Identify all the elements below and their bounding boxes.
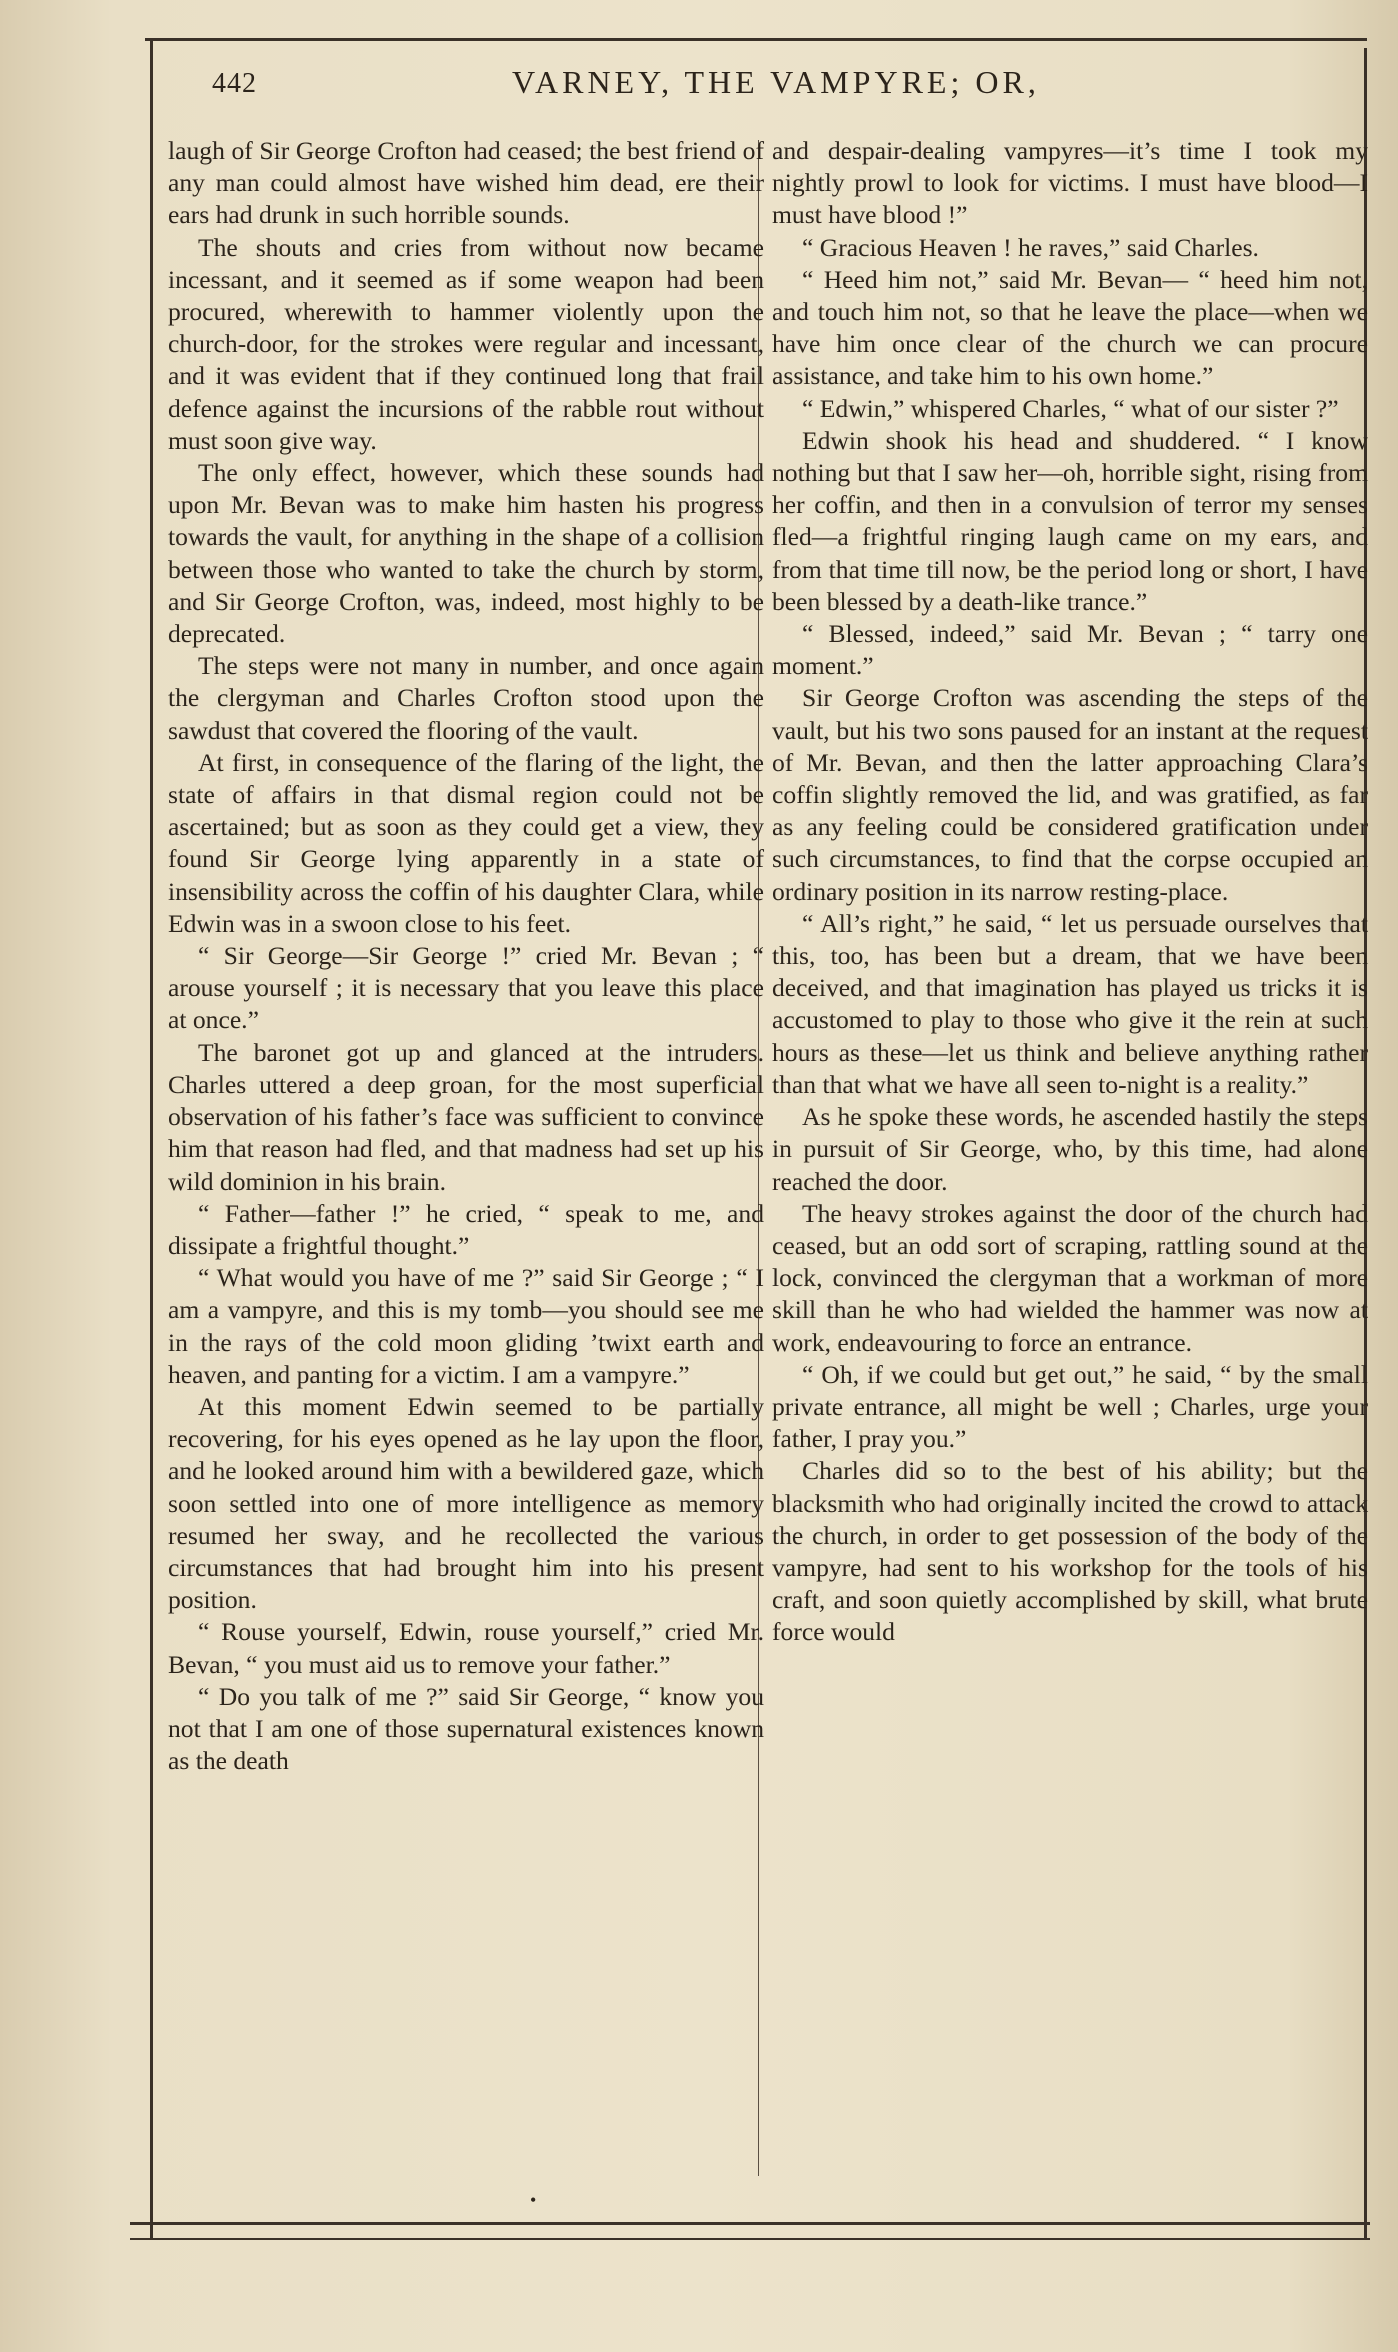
paragraph: “ What would you have of me ?” said Sir George ; “ I am a vampyre, and this is my tomb—you should see me in the rays of the cold moon gliding ’twixt earth and heaven, and panting for a victim. I am a vampyre.” <box>168 1263 764 1389</box>
paragraph: “ Gracious Heaven ! he raves,” said Charles. <box>802 232 1259 262</box>
paragraph: “ Do you talk of me ?” said Sir George, “ know you not that I am one of those supernatural existences known as the death <box>168 1681 764 1776</box>
top-rule <box>145 38 1367 41</box>
running-title: VARNEY, THE VAMPYRE; OR, <box>512 64 1040 100</box>
paragraph: “ Blessed, indeed,” said Mr. Bevan ; “ tarry one moment.” <box>772 619 1368 681</box>
bottom-rule <box>130 2222 1370 2225</box>
paragraph: The baronet got up and glanced at the intruders. Charles uttered a deep groan, for the most superficial observation of his father’s face was sufficient to convince him that reason had fled, and that madness had set up his wild dominion in his brain. <box>168 1037 764 1196</box>
page-number: 442 <box>212 68 257 99</box>
paragraph: The only effect, however, which these sounds had upon Mr. Bevan was to make him hasten his progress towards the vault, for anything in the shape of a collision between those who wanted to take the church by storm, and Sir George Crofton, was, indeed, most highly to be deprecated. <box>168 458 764 649</box>
left-border-rule <box>150 40 153 2238</box>
paragraph: Sir George Crofton was ascending the steps of the vault, but his two sons paused for an instant at the request of Mr. Bevan, and then the latter approaching Clara’s coffin slightly removed the lid, and was gratified, as far as any feeling could be considered gratification under such circumstances, to find that the corpse occupied an ordinary position in its narrow resting-place. <box>772 683 1368 906</box>
right-column <box>772 135 1368 1649</box>
left-column <box>168 135 764 1777</box>
paragraph: “ Rouse yourself, Edwin, rouse yourself,” cried Mr. Bevan, “ you must aid us to remove your father.” <box>168 1617 764 1679</box>
paragraph: Charles did so to the best of his ability; but the blacksmith who had originally incited the crowd to attack the church, in order to get possession of the body of the vampyre, had sent to his workshop for the tools of his craft, and soon quietly accomplished by skill, what brute force would <box>772 1456 1368 1647</box>
paragraph: “ Father—father !” he cried, “ speak to me, and dissipate a frightful thought.” <box>168 1198 764 1260</box>
paragraph: “ All’s right,” he said, “ let us persuade ourselves that this, too, has been but a dream, that we have been deceived, and that imagination has played us tricks it is accustomed to play to those who give it the rein at such hours as these—let us think and believe anything rather than that what we have all seen to-night is a reality.” <box>772 908 1368 1099</box>
page-header <box>212 60 1342 110</box>
paragraph: As he spoke these words, he ascended hastily the steps in pursuit of Sir George, who, by this time, had alone reached the door. <box>772 1102 1368 1196</box>
paragraph: “ Heed him not,” said Mr. Bevan— “ heed him not, and touch him not, so that he leave the place—when we have him once clear of the church we can procure assistance, and take him to his own home.” <box>772 264 1368 391</box>
paragraph: The steps were not many in number, and once again the clergyman and Charles Crofton stood upon the sawdust that covered the flooring of the vault. <box>168 651 764 745</box>
paragraph: “ Sir George—Sir George !” cried Mr. Bevan ; “ arouse yourself ; it is necessary that you leave this place at once.” <box>168 941 764 1035</box>
paragraph: At first, in consequence of the flaring of the light, the state of affairs in that dismal region could not be ascertained; but as soon as they could get a view, they found Sir George lying apparently in a state of insensibility across the coffin of his daughter Clara, while Edwin was in a swoon close to his feet. <box>168 747 764 938</box>
paragraph: and despair-dealing vampyres—it’s time I took my nightly prowl to look for victims. I must have blood—I must have blood !” <box>772 136 1368 230</box>
paragraph: At this moment Edwin seemed to be partially recovering, for his eyes opened as he lay upon the floor, and he looked around him with a bewildered gaze, which soon settled into one of more intelligence as memory resumed her sway, and he recollected the various circumstances that had brought him into his present position. <box>168 1391 764 1615</box>
paragraph: Edwin shook his head and shuddered. “ I know nothing but that I saw her—oh, horrible sight, rising from her coffin, and then in a convulsion of terror my senses fled—a frightful ringing laugh came on my ears, and from that time till now, be the period long or short, I have been blessed by a death-like trance.” <box>772 425 1368 616</box>
paragraph: laugh of Sir George Crofton had ceased; the best friend of any man could almost have wished him dead, ere their ears had drunk in such horrible sounds. <box>168 136 764 230</box>
bottom-rule-secondary <box>130 2238 1370 2240</box>
paragraph: “ Edwin,” whispered Charles, “ what of our sister ?” <box>802 393 1339 423</box>
paragraph: The heavy strokes against the door of the church had ceased, but an odd sort of scraping, rattling sound at the lock, convinced the clergyman that a workman of more skill than he who had wielded the hammer was now at work, endeavouring to force an entrance. <box>772 1198 1368 1357</box>
footer-ink-mark: • <box>530 2190 537 2210</box>
paragraph: The shouts and cries from without now became incessant, and it seemed as if some weapon had been procured, wherewith to hammer violently upon the church-door, for the strokes were regular and incessant, and it was evident that if they continued long that frail defence against the incursions of the rabble rout without must soon give way. <box>168 232 764 455</box>
paragraph: “ Oh, if we could but get out,” he said, “ by the small private entrance, all might be well ; Charles, urge your father, I pray you.” <box>772 1359 1368 1454</box>
